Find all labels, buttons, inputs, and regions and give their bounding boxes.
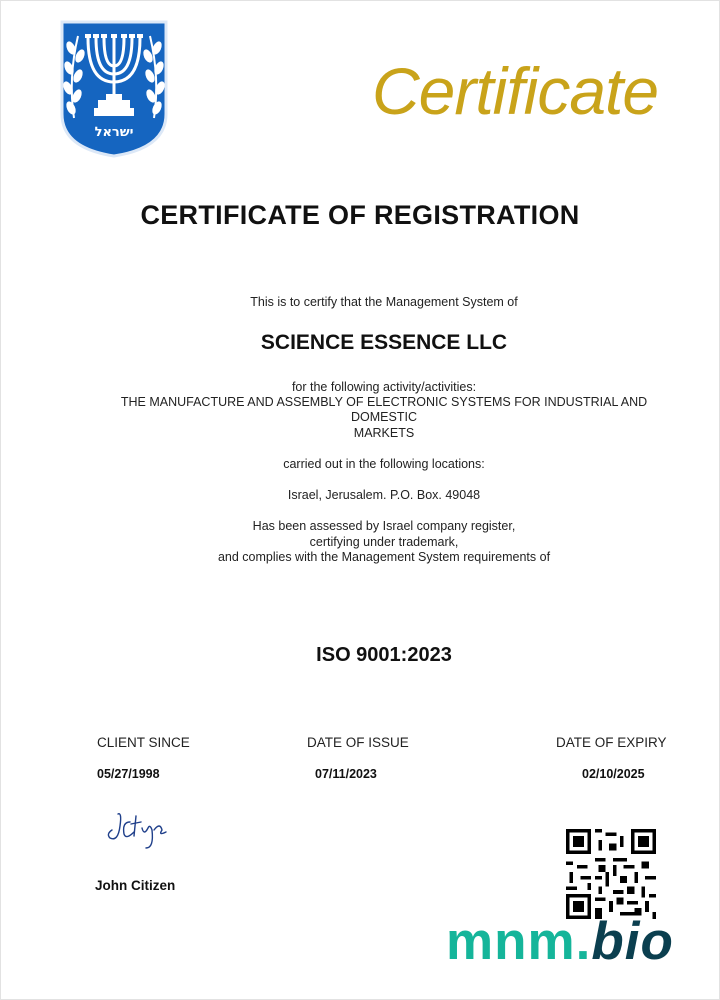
- location-text: Israel, Jerusalem. P.O. Box. 49048: [287, 488, 481, 502]
- watermark: [446, 912, 674, 971]
- company-name: SCIENCE ESSENCE LLC: [260, 331, 508, 354]
- date-of-issue-label: DATE OF ISSUE: [307, 735, 409, 750]
- activity-line: DOMESTIC: [351, 410, 417, 424]
- assessment-line: Has been assessed by Israel company register,: [252, 519, 516, 533]
- activity-line: THE MANUFACTURE AND ASSEMBLY OF ELECTRONIC SYSTEMS FOR INDUSTRIAL AND: [120, 395, 648, 409]
- watermark-part: bio: [591, 912, 674, 971]
- intro-text: This is to certify that the Management System of: [250, 295, 518, 309]
- client-since-label: CLIENT SINCE: [97, 735, 190, 750]
- activity-line: MARKETS: [353, 426, 415, 440]
- date-of-issue-value: 07/11/2023: [315, 767, 377, 781]
- qr-code-icon: [566, 829, 656, 919]
- watermark-part: mnm.: [446, 912, 592, 971]
- assessment-line: and complies with the Management System requirements of: [217, 550, 551, 564]
- iso-standard: ISO 9001:2023: [316, 644, 452, 666]
- certificate-heading: Certificate: [372, 54, 659, 128]
- israel-emblem-icon: [58, 18, 170, 160]
- assessment-line: certifying under trademark,: [309, 535, 459, 549]
- page-title: CERTIFICATE OF REGISTRATION: [140, 200, 580, 230]
- signature-icon: [104, 808, 174, 852]
- date-of-expiry-value: 02/10/2025: [582, 767, 645, 781]
- emblem-text: ישראל: [94, 125, 134, 140]
- locations-intro: carried out in the following locations:: [283, 457, 485, 471]
- activity-intro: for the following activity/activities:: [291, 380, 477, 394]
- client-since-value: 05/27/1998: [97, 767, 160, 781]
- date-of-expiry-label: DATE OF EXPIRY: [556, 735, 667, 750]
- signer-name: John Citizen: [95, 878, 176, 893]
